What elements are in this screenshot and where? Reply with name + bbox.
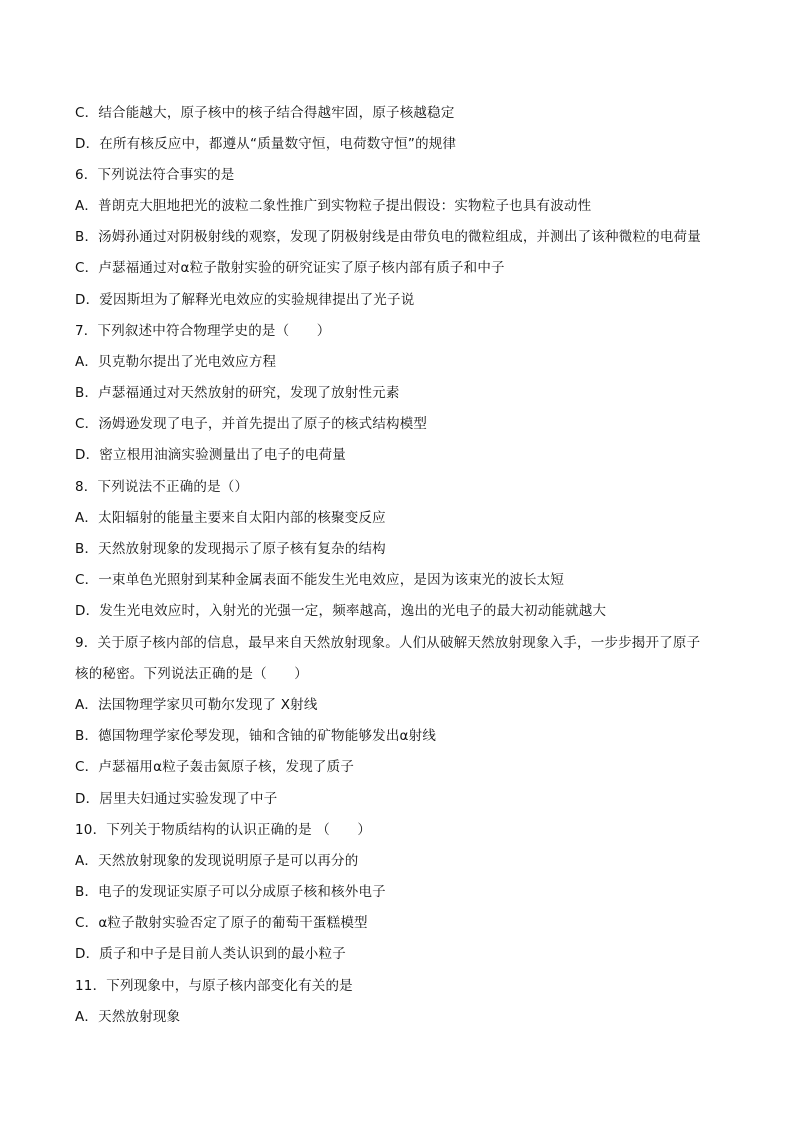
option-line: C．卢瑟福通过对α粒子散射实验的研究证实了原子核内部有质子和中子 <box>75 260 505 276</box>
option-line: A．天然放射现象 <box>75 1009 181 1025</box>
option-line: A．太阳辐射的能量主要来自太阳内部的核聚变反应 <box>75 510 386 526</box>
option-line: D．质子和中子是目前人类认识到的最小粒子 <box>75 946 346 962</box>
option-line: B．德国物理学家伦琴发现，铀和含铀的矿物能够发出α射线 <box>75 728 437 744</box>
option-line: B．卢瑟福通过对天然放射的研究，发现了放射性元素 <box>75 385 400 401</box>
question-line: 11．下列现象中，与原子核内部变化有关的是 <box>75 978 353 994</box>
option-line: D．爱因斯坦为了解释光电效应的实验规律提出了光子说 <box>75 292 415 308</box>
question-line-continued: 核的秘密。下列说法正确的是（ ） <box>75 666 308 682</box>
option-line: D．密立根用油滴实验测量出了电子的电荷量 <box>75 447 346 463</box>
question-line: 9．关于原子核内部的信息，最早来自天然放射现象。人们从破解天然放射现象入手，一步步揭开了原子 <box>75 635 701 651</box>
option-line: B．汤姆孙通过对阴极射线的观察，发现了阴极射线是由带负电的微粒组成，并测出了该种微粒的电荷量 <box>75 229 701 245</box>
question-line: 6．下列说法符合事实的是 <box>75 167 235 183</box>
option-line: A．贝克勒尔提出了光电效应方程 <box>75 354 277 370</box>
option-line: D．在所有核反应中，都遵从“质量数守恒，电荷数守恒”的规律 <box>75 136 457 152</box>
question-line: 8．下列说法不正确的是（） <box>75 479 249 495</box>
option-line: C．卢瑟福用α粒子轰击氮原子核，发现了质子 <box>75 759 355 775</box>
option-line: A．法国物理学家贝可勒尔发现了 X射线 <box>75 697 318 713</box>
question-line: 10．下列关于物质结构的认识正确的是 （ ） <box>75 822 372 838</box>
option-line: D．居里夫妇通过实验发现了中子 <box>75 791 278 807</box>
option-line: A．天然放射现象的发现说明原子是可以再分的 <box>75 853 359 869</box>
option-line: C．结合能越大，原子核中的核子结合得越牢固，原子核越稳定 <box>75 105 455 121</box>
option-line: C．α粒子散射实验否定了原子的葡萄干蛋糕模型 <box>75 915 368 931</box>
option-line: C．一束单色光照射到某种金属表面不能发生光电效应，是因为该束光的波长太短 <box>75 572 565 588</box>
question-line: 7．下列叙述中符合物理学史的是（ ） <box>75 323 331 339</box>
option-line: D．发生光电效应时，入射光的光强一定，频率越高，逸出的光电子的最大初动能就越大 <box>75 603 607 619</box>
option-line: B．天然放射现象的发现揭示了原子核有复杂的结构 <box>75 541 386 557</box>
option-line: A．普朗克大胆地把光的波粒二象性推广到实物粒子提出假设：实物粒子也具有波动性 <box>75 198 592 214</box>
option-line: B．电子的发现证实原子可以分成原子核和核外电子 <box>75 884 386 900</box>
option-line: C．汤姆逊发现了电子，并首先提出了原子的核式结构模型 <box>75 416 428 432</box>
